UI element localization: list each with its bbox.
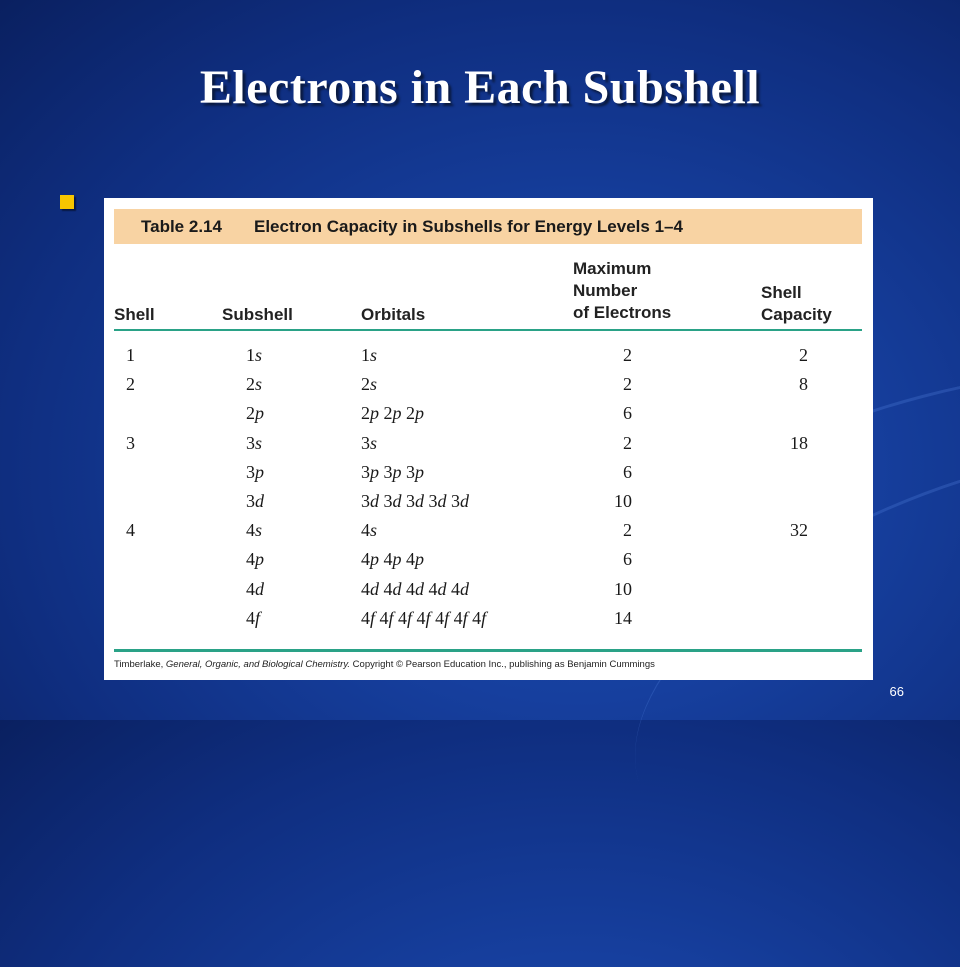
table-row [104, 545, 873, 574]
cell-orbitals [361, 575, 469, 604]
cell-orbitals [361, 458, 424, 487]
cell-shell-capacity: 2 [799, 345, 808, 365]
cell-max-electrons: 6 [623, 549, 632, 570]
subshell-letter: s [255, 374, 263, 395]
subshell-number: 3 [246, 491, 255, 511]
cell-orbitals [361, 545, 424, 574]
table-row [104, 399, 873, 428]
orbital-number: 3 [406, 461, 415, 482]
orbital-letter: d [392, 491, 402, 511]
orbital [398, 608, 412, 628]
orbital-number: 2 [383, 403, 393, 424]
orbital [451, 579, 469, 599]
cell-max-electrons: 10 [614, 578, 632, 599]
subshell-letter: p [255, 461, 264, 482]
table-image [104, 198, 873, 680]
credit-author: Timberlake, [114, 659, 166, 670]
cell-subshell [246, 575, 264, 604]
page-number: 66 [889, 684, 904, 699]
orbital-number: 4 [361, 520, 370, 541]
orbital-letter: d [460, 491, 469, 511]
orbital-number: 2 [361, 374, 370, 395]
cell-max-electrons: 14 [614, 607, 632, 628]
orbital-letter: f [481, 607, 487, 628]
orbital-letter: s [370, 374, 378, 395]
orbital-number: 4 [383, 578, 393, 599]
slide-title: Electrons in Each Subshell [199, 61, 761, 114]
orbital-number: 4 [379, 607, 389, 628]
orbital-letter: s [370, 520, 378, 541]
orbital-letter: p [415, 461, 424, 482]
orbital-number: 4 [435, 607, 445, 628]
orbital [406, 579, 424, 599]
orbital-number: 3 [451, 491, 460, 511]
orbital [384, 491, 402, 511]
orbital-letter: d [415, 578, 424, 599]
orbital-number: 3 [383, 461, 393, 482]
orbital [361, 579, 379, 599]
orbital [361, 345, 377, 365]
orbital-number: 3 [383, 491, 393, 511]
table-row [104, 370, 873, 399]
orbital-letter: d [370, 491, 379, 511]
subshell-number: 4 [246, 549, 255, 570]
footer-rule [114, 649, 862, 652]
cell-shell-capacity: 32 [790, 520, 808, 541]
orbital-number: 4 [383, 549, 393, 570]
orbital [361, 491, 379, 511]
orbital [406, 403, 424, 423]
header-shell: Shell [114, 305, 155, 324]
cell-orbitals [361, 429, 377, 458]
subshell-letter: p [255, 403, 264, 424]
cell-max-electrons: 6 [623, 403, 632, 424]
cell-orbitals [361, 604, 486, 633]
header-capacity-line-2: Capacity [761, 305, 832, 324]
orbital-letter: d [437, 578, 447, 599]
orbital-letter: d [415, 491, 424, 511]
orbital [451, 491, 469, 511]
orbital-number: 4 [453, 607, 463, 628]
orbital [380, 608, 394, 628]
header-max-line-2: Number [573, 281, 638, 300]
orbital [361, 462, 379, 482]
orbital-letter: p [392, 549, 402, 570]
table-row [104, 458, 873, 487]
orbital-letter: d [437, 491, 447, 511]
table-caption [114, 209, 862, 244]
orbital-number: 3 [361, 491, 370, 511]
cell-shell-capacity: 8 [799, 374, 808, 395]
subshell-number: 3 [246, 432, 255, 453]
orbital [361, 374, 377, 394]
orbital-letter: p [415, 403, 424, 424]
subshell-letter: d [255, 578, 264, 599]
orbital-number: 4 [398, 607, 408, 628]
orbital-number: 4 [361, 578, 370, 599]
header-shell-capacity [761, 282, 832, 326]
orbital-letter: p [392, 461, 402, 482]
orbital-letter: f [407, 607, 413, 628]
orbital-number: 1 [361, 345, 370, 365]
orbital [361, 549, 379, 569]
orbital-letter: d [460, 578, 469, 599]
orbital-letter: f [462, 607, 468, 628]
cell-max-electrons: 2 [623, 374, 632, 395]
orbital-number: 3 [406, 491, 415, 511]
orbital-letter: f [425, 607, 431, 628]
orbital [472, 608, 486, 628]
subshell-number: 2 [246, 403, 255, 424]
subshell-letter: p [255, 549, 264, 570]
subshell-number: 4 [246, 578, 255, 599]
table-row [104, 604, 873, 633]
subshell-letter: d [255, 491, 264, 511]
orbital-letter: s [370, 345, 378, 365]
orbital-letter: d [392, 578, 402, 599]
orbital-number: 4 [406, 549, 415, 570]
orbital-letter: f [388, 607, 394, 628]
cell-subshell [246, 545, 264, 574]
orbital-number: 3 [361, 432, 370, 453]
orbital [417, 608, 431, 628]
orbital [406, 549, 424, 569]
orbital-letter: f [444, 607, 450, 628]
orbital-number: 3 [428, 491, 438, 511]
cell-max-electrons: 2 [623, 520, 632, 541]
table-caption-text: Electron Capacity in Subshells for Energy Levels 1–4 [254, 217, 683, 236]
table-row [104, 575, 873, 604]
credit-book-title: General, Organic, and Biological Chemistry. [165, 659, 351, 670]
header-subshell: Subshell [222, 305, 293, 324]
orbital-number: 3 [361, 461, 370, 482]
orbital-number: 4 [361, 607, 370, 628]
header-max-line-3: of Electrons [573, 303, 672, 322]
orbital-letter: d [370, 578, 379, 599]
orbital-number: 4 [472, 607, 482, 628]
cell-shell: 2 [126, 374, 135, 395]
table-row [104, 429, 873, 458]
subshell-letter: f [255, 607, 261, 628]
orbital-number: 4 [451, 578, 460, 599]
subshell-letter: s [255, 345, 263, 365]
cell-subshell [246, 370, 262, 399]
orbital-number: 4 [361, 549, 370, 570]
orbital-letter: p [370, 403, 379, 424]
table-row [104, 487, 873, 516]
orbital [406, 491, 424, 511]
orbital [361, 403, 379, 423]
orbital-letter: p [415, 549, 424, 570]
header-orbitals: Orbitals [361, 305, 426, 324]
orbital-number: 4 [428, 578, 438, 599]
cell-shell: 3 [126, 432, 135, 453]
header-max-line-1: Maximum [573, 259, 652, 278]
cell-orbitals [361, 487, 469, 516]
subshell-number: 2 [246, 374, 255, 395]
orbital [361, 520, 377, 540]
subshell-number: 3 [246, 461, 255, 482]
cell-subshell [246, 341, 262, 370]
cell-subshell [246, 429, 262, 458]
orbital-number: 2 [406, 403, 415, 424]
cell-subshell [246, 516, 262, 545]
subshell-number: 4 [246, 520, 255, 541]
orbital-letter: f [370, 607, 376, 628]
orbital-letter: p [370, 549, 379, 570]
orbital [384, 579, 402, 599]
cell-shell-capacity: 18 [790, 432, 808, 453]
cell-orbitals [361, 341, 377, 370]
orbital [361, 433, 377, 453]
cell-orbitals [361, 399, 424, 428]
orbital [435, 608, 449, 628]
cell-max-electrons: 2 [623, 432, 632, 453]
cell-subshell [246, 399, 264, 428]
orbital-letter: p [392, 403, 402, 424]
subshell-number: 4 [246, 607, 255, 628]
orbital [361, 608, 375, 628]
orbital [454, 608, 468, 628]
header-max-electrons [573, 258, 671, 324]
copyright-credit [114, 659, 655, 670]
cell-subshell [246, 458, 264, 487]
cell-max-electrons: 2 [623, 345, 632, 365]
header-capacity-line-1: Shell [761, 283, 802, 302]
orbital [429, 491, 447, 511]
cell-subshell [246, 604, 260, 633]
orbital-number: 4 [406, 578, 415, 599]
orbital-number: 2 [361, 403, 370, 424]
orbital-number: 4 [416, 607, 426, 628]
cell-max-electrons: 6 [623, 461, 632, 482]
orbital [384, 462, 402, 482]
subshell-letter: s [255, 520, 263, 541]
cell-shell: 4 [126, 520, 135, 541]
table-caption-number: Table 2.14 [141, 217, 222, 236]
subshell-number: 1 [246, 345, 255, 365]
header-rule [114, 329, 862, 331]
table-row [104, 516, 873, 545]
orbital [384, 403, 402, 423]
orbital [384, 549, 402, 569]
credit-copyright: Copyright © Pearson Education Inc., publishing as Benjamin Cummings [350, 659, 655, 670]
bullet-square-icon [60, 195, 74, 209]
cell-orbitals [361, 516, 377, 545]
orbital-letter: p [370, 461, 379, 482]
cell-orbitals [361, 370, 377, 399]
orbital-letter: s [370, 432, 378, 453]
table-row [104, 341, 873, 370]
cell-subshell [246, 487, 264, 516]
cell-max-electrons: 10 [614, 491, 632, 511]
orbital [406, 462, 424, 482]
cell-shell: 1 [126, 345, 135, 365]
orbital [429, 579, 447, 599]
subshell-letter: s [255, 432, 263, 453]
